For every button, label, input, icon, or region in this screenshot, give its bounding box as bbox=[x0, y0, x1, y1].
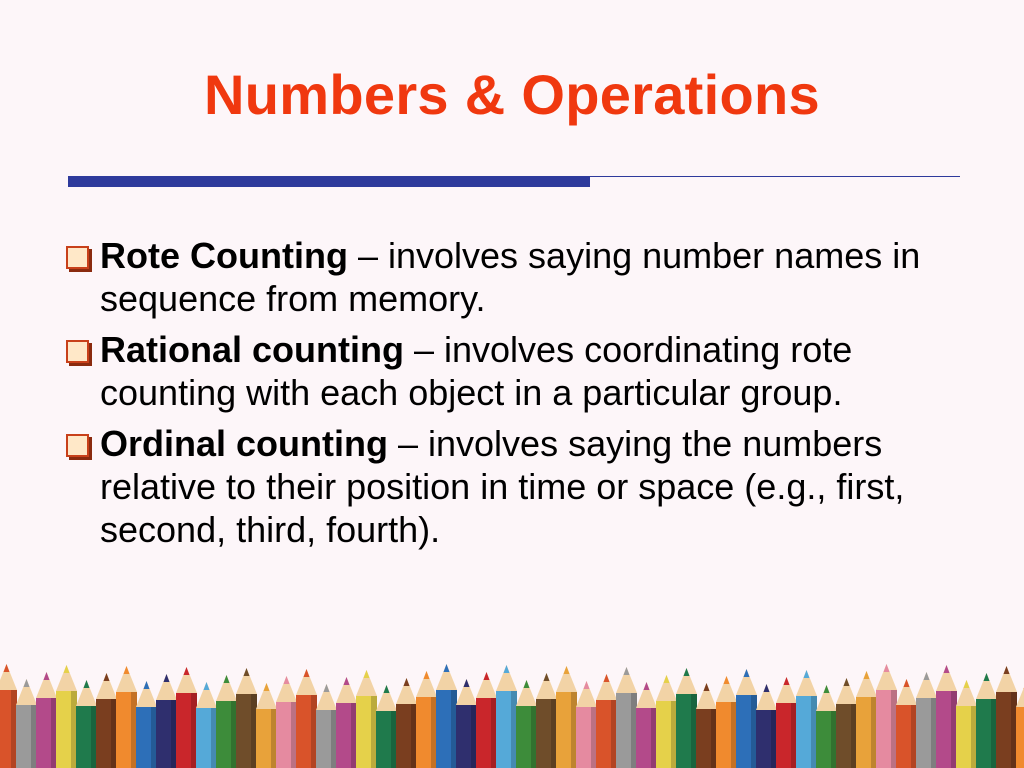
pencil-icon bbox=[936, 665, 957, 768]
pencil-icon bbox=[576, 681, 597, 768]
bullet-dash: – bbox=[387, 423, 429, 464]
pencil-icon bbox=[876, 664, 897, 768]
pencil-icon bbox=[76, 680, 97, 768]
bullet-dash: – bbox=[403, 329, 445, 370]
bullet-list bbox=[62, 234, 982, 559]
pencil-icon bbox=[436, 664, 457, 768]
bullet-text: involves saying the numbers relative to their position in time or space (e.g., first, second, third, fourth). bbox=[100, 423, 905, 550]
pencil-icon bbox=[396, 678, 417, 768]
pencil-icon bbox=[676, 668, 697, 768]
pencil-icon bbox=[316, 684, 337, 768]
title-underline-thick bbox=[68, 176, 590, 187]
pencil-icon bbox=[896, 679, 917, 768]
pencil-icon bbox=[216, 675, 237, 768]
pencil-icon bbox=[856, 671, 877, 768]
pencil-icon bbox=[696, 683, 717, 768]
checkbox-bullet-icon bbox=[66, 246, 89, 269]
pencil-icon bbox=[256, 683, 277, 768]
pencil-icon bbox=[176, 667, 197, 768]
pencil-icon bbox=[976, 673, 997, 768]
pencil-icon bbox=[816, 685, 837, 768]
checkbox-bullet-icon bbox=[66, 434, 89, 457]
pencil-icon bbox=[416, 671, 437, 768]
pencil-icon bbox=[116, 666, 137, 768]
bullet-ordinal-counting bbox=[62, 422, 982, 551]
pencil-icon bbox=[956, 680, 977, 768]
pencil-icon bbox=[596, 674, 617, 768]
bullet-text: involves saying number names in sequence from memory. bbox=[100, 235, 921, 319]
pencil-icon bbox=[736, 669, 757, 768]
pencil-icon bbox=[636, 682, 657, 768]
pencil-icon bbox=[136, 681, 157, 768]
slide-title: Numbers & Operations bbox=[204, 63, 820, 126]
pencil-icon bbox=[96, 673, 117, 768]
title-underline-thin bbox=[590, 176, 960, 177]
pencil-icon bbox=[56, 665, 77, 768]
pencil-icon bbox=[716, 676, 737, 768]
pencil-icon bbox=[836, 678, 857, 768]
pencil-icon bbox=[616, 667, 637, 768]
pencil-icon bbox=[996, 666, 1017, 768]
pencil-icon bbox=[516, 680, 537, 768]
pencil-icon bbox=[796, 670, 817, 768]
bullet-term: Rote Counting bbox=[100, 235, 348, 276]
pencil-icon bbox=[496, 665, 517, 768]
bullet-rote-counting bbox=[62, 234, 982, 320]
pencil-icon bbox=[456, 679, 477, 768]
pencil-icon bbox=[756, 684, 777, 768]
bullet-term: Rational counting bbox=[100, 329, 404, 370]
pencil-icon bbox=[656, 675, 677, 768]
pencil-icon bbox=[296, 669, 317, 768]
pencil-icon bbox=[356, 670, 377, 768]
pencil-icon bbox=[276, 676, 297, 768]
pencil-icon bbox=[916, 672, 937, 768]
pencil-icon bbox=[476, 672, 497, 768]
pencil-icon bbox=[0, 664, 17, 768]
pencil-icon bbox=[776, 677, 797, 768]
pencil-icon bbox=[1016, 681, 1024, 768]
pencil-icon bbox=[236, 668, 257, 768]
bullet-text: involves coordinating rote counting with each object in a particular group. bbox=[100, 329, 853, 413]
colored-pencils-icon bbox=[0, 650, 1024, 768]
pencil-icon bbox=[556, 666, 577, 768]
bullet-dash: – bbox=[347, 235, 388, 276]
pencil-icon bbox=[536, 673, 557, 768]
bullet-term: Ordinal counting bbox=[100, 423, 388, 464]
pencil-icon bbox=[36, 672, 57, 768]
pencil-icon bbox=[156, 674, 177, 768]
pencil-icon bbox=[376, 685, 397, 768]
bullet-rational-counting bbox=[62, 328, 982, 414]
checkbox-bullet-icon bbox=[66, 340, 89, 363]
pencil-icon bbox=[336, 677, 357, 768]
pencil-icon bbox=[196, 682, 217, 768]
pencil-icon bbox=[16, 679, 37, 768]
